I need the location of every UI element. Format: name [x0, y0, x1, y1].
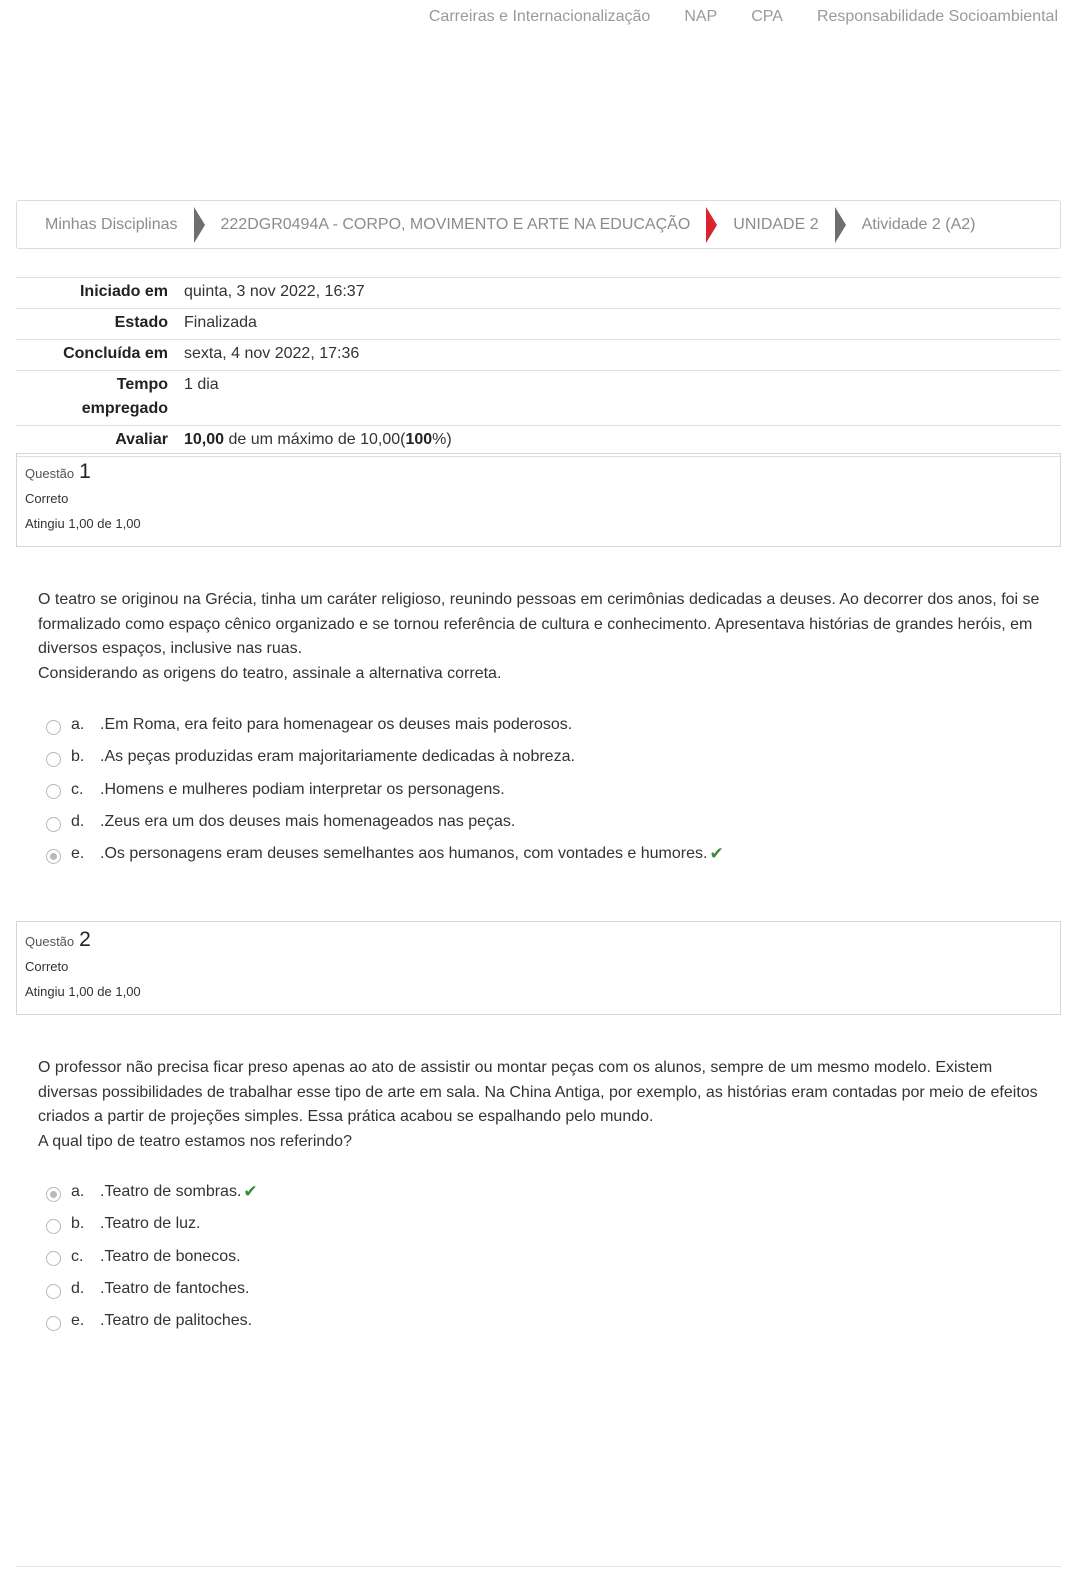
question-text-2: [38, 1056, 1043, 1154]
answer-option-selected[interactable]: [46, 838, 724, 870]
radio-button[interactable]: [46, 817, 61, 832]
option-letter: d.: [71, 813, 85, 831]
question-points: Atingiu 1,00 de 1,00: [25, 516, 141, 531]
answer-option[interactable]: [46, 774, 724, 806]
option-text: .Teatro de palitoches.: [100, 1312, 253, 1330]
radio-button[interactable]: [46, 720, 61, 735]
grade-score: 10,00: [184, 431, 225, 448]
summary-label: Concluída em: [63, 345, 168, 362]
option-letter: c.: [71, 1247, 84, 1265]
summary-label-part: empregado: [81, 400, 168, 417]
question-label: Questão: [25, 934, 75, 949]
footer-divider: [16, 1566, 1061, 1567]
option-text: .Em Roma, era feito para homenagear os deuses mais poderosos.: [100, 716, 573, 734]
radio-button-checked[interactable]: [46, 849, 61, 864]
breadcrumb-my-courses[interactable]: Minhas Disciplinas: [45, 215, 178, 233]
option-letter: e.: [71, 845, 85, 863]
breadcrumb-unit[interactable]: UNIDADE 2: [733, 215, 819, 233]
grade-text-end: %): [432, 431, 452, 448]
answer-option[interactable]: [46, 806, 724, 838]
answer-option[interactable]: [46, 741, 724, 773]
summary-row-grade: [16, 426, 1061, 457]
summary-row-started: [16, 278, 1061, 309]
breadcrumb-activity[interactable]: Atividade 2 (A2): [861, 215, 976, 233]
summary-value: sexta, 4 nov 2022, 17:36: [184, 345, 360, 362]
radio-button[interactable]: [46, 1316, 61, 1331]
question-prompt: A qual tipo de teatro estamos nos referindo?: [38, 1132, 352, 1150]
question-status: Correto: [25, 491, 69, 506]
answer-option-selected[interactable]: [46, 1176, 258, 1208]
answer-option[interactable]: [46, 1305, 258, 1337]
grade-percent: 100: [405, 431, 433, 448]
nav-link-responsabilidade[interactable]: Responsabilidade Socioambiental: [816, 8, 1058, 25]
radio-button[interactable]: [46, 784, 61, 799]
answer-options-2: [46, 1176, 258, 1337]
option-text: .Teatro de bonecos.: [100, 1247, 241, 1265]
breadcrumb: [16, 200, 1061, 249]
summary-label: Iniciado em: [79, 283, 168, 300]
radio-button[interactable]: [46, 1284, 61, 1299]
option-letter: e.: [71, 1312, 85, 1330]
summary-value: 1 dia: [184, 376, 219, 393]
question-number-value: 1: [79, 460, 91, 483]
option-text: .Os personagens eram deuses semelhantes aos humanos, com vontades e humores.: [100, 845, 708, 863]
summary-value: [176, 426, 1061, 457]
answer-option[interactable]: [46, 1208, 258, 1240]
radio-button[interactable]: [46, 752, 61, 767]
breadcrumb-separator-icon: [835, 207, 846, 243]
option-text: .Homens e mulheres podiam interpretar os personagens.: [100, 780, 505, 798]
answer-option[interactable]: [46, 1273, 258, 1305]
checkmark-icon: ✔: [709, 844, 724, 864]
breadcrumb-course[interactable]: 222DGR0494A - CORPO, MOVIMENTO E ARTE NA EDUCAÇÃO: [220, 215, 691, 233]
grade-text: de um máximo de 10,00(: [224, 431, 406, 448]
question-text-1: [38, 588, 1043, 686]
question-info-2: [16, 921, 1061, 1015]
question-points: Atingiu 1,00 de 1,00: [25, 984, 141, 999]
question-label: Questão: [25, 466, 75, 481]
question-number-value: 2: [79, 928, 91, 951]
summary-value: quinta, 3 nov 2022, 16:37: [184, 283, 365, 300]
question-prompt: Considerando as origens do teatro, assinale a alternativa correta.: [38, 664, 502, 682]
top-navigation: [429, 8, 1058, 26]
option-letter: a.: [71, 1183, 85, 1201]
summary-label-part: Tempo: [116, 376, 168, 393]
checkmark-icon: ✔: [243, 1182, 258, 1202]
answer-option[interactable]: [46, 1241, 258, 1273]
option-letter: a.: [71, 716, 85, 734]
option-letter: d.: [71, 1280, 85, 1298]
option-text: .Teatro de fantoches.: [100, 1280, 250, 1298]
nav-link-carreiras[interactable]: Carreiras e Internacionalização: [428, 8, 651, 25]
summary-row-time: [16, 371, 1061, 426]
summary-row-state: [16, 309, 1061, 340]
question-number: [25, 928, 1052, 956]
option-text: .Zeus era um dos deuses mais homenageados nas peças.: [100, 813, 516, 831]
option-letter: b.: [71, 1215, 85, 1233]
nav-link-cpa[interactable]: CPA: [751, 8, 783, 25]
answer-option[interactable]: [46, 709, 724, 741]
breadcrumb-separator-icon: [194, 207, 205, 243]
radio-button-checked[interactable]: [46, 1187, 61, 1202]
option-letter: c.: [71, 780, 84, 798]
radio-button[interactable]: [46, 1219, 61, 1234]
summary-label: [16, 371, 176, 426]
question-number: [25, 460, 1052, 488]
summary-row-completed: [16, 340, 1061, 371]
summary-value: Finalizada: [184, 314, 257, 331]
summary-label: Estado: [114, 314, 168, 331]
option-text: .As peças produzidas eram majoritariamente dedicadas à nobreza.: [100, 748, 575, 766]
question-status: Correto: [25, 959, 69, 974]
nav-link-nap[interactable]: NAP: [684, 8, 718, 25]
breadcrumb-separator-icon: [706, 207, 717, 243]
option-text: .Teatro de luz.: [100, 1215, 201, 1233]
summary-label: Avaliar: [115, 431, 168, 448]
attempt-summary-table: [16, 277, 1061, 457]
radio-button[interactable]: [46, 1251, 61, 1266]
answer-options-1: [46, 709, 724, 870]
question-info-1: [16, 453, 1061, 547]
option-letter: b.: [71, 748, 85, 766]
question-paragraph: O professor não precisa ficar preso apenas ao ato de assistir ou montar peças com os alunos, sempre de um mesmo modelo. Existem diversas possibilidades de trabalhar esse tipo de arte em sala. Na China Antiga, por exemplo, as histórias eram contadas por meio de efeitos criados a partir de projeções simples. Essa prática acabou se espalhando pelo mundo.: [38, 1059, 1038, 1125]
question-paragraph: O teatro se originou na Grécia, tinha um caráter religioso, reunindo pessoas em cerimônias dedicadas a deuses. Ao decorrer dos anos, foi se formalizado como espaço cênico organizado e se tornou referência de cultura e conhecimento. Apresentava histórias de grandes heróis, em diversos espaços, inclusive nas ruas.: [38, 591, 1040, 657]
option-text: .Teatro de sombras.: [100, 1183, 242, 1201]
